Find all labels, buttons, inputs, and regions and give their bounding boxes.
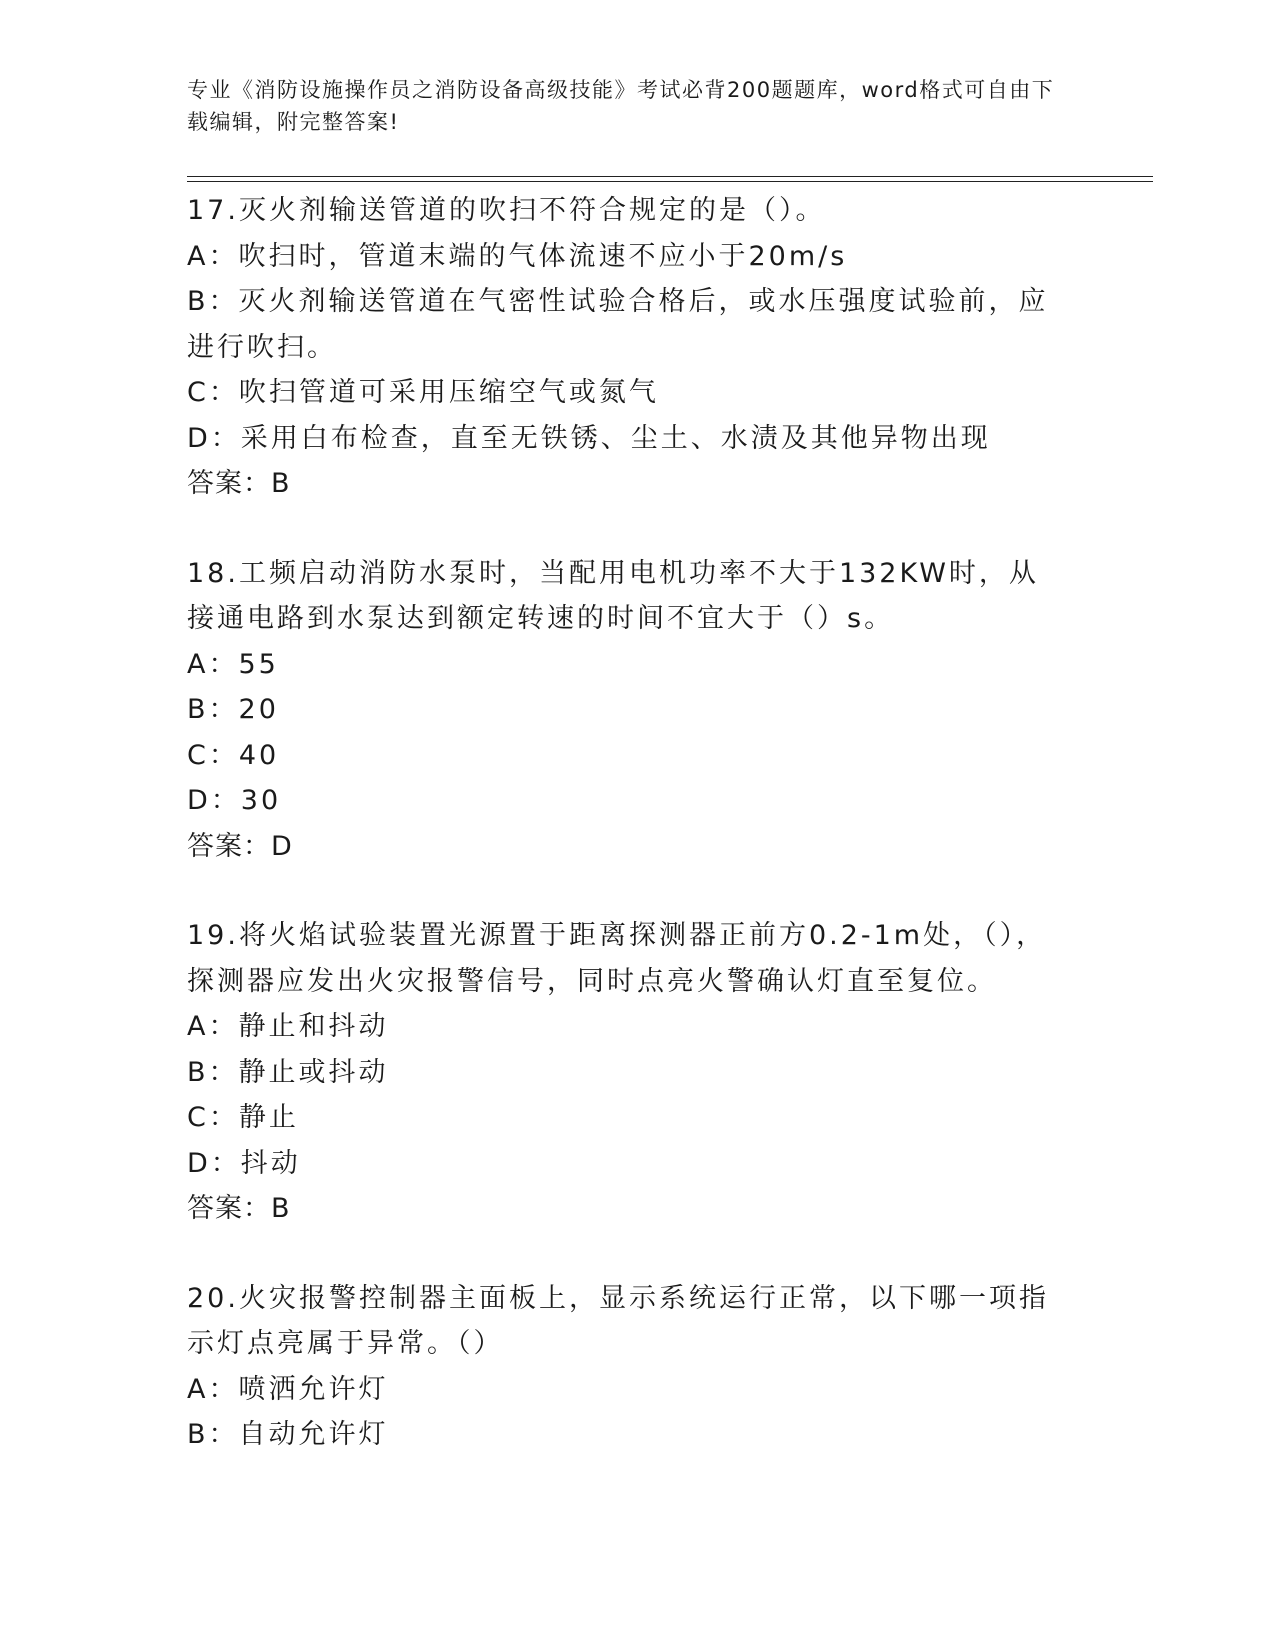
option-d: D：采用白布检查，直至无铁锈、尘土、水渍及其他异物出现 <box>187 422 991 454</box>
question-stem: 17.灭火剂输送管道的吹扫不符合规定的是（）。 <box>187 195 826 226</box>
answer-text: 答案：B <box>187 468 291 499</box>
header-divider-top <box>187 176 1153 177</box>
option-b: B：静止或抖动 <box>187 1056 389 1088</box>
option-b: B：20 <box>187 694 279 725</box>
answer-text: 答案：D <box>187 830 293 862</box>
question-19 <box>187 913 1087 1232</box>
option-a: A：喷洒允许灯 <box>187 1373 389 1405</box>
document-header: 专业《消防设施操作员之消防设备高级技能》考试必背200题题库，word格式可自由下载编辑，附完整答案! <box>187 78 1055 134</box>
question-list <box>187 188 1087 1502</box>
question-stem: 20.火灾报警控制器主面板上，显示系统运行正常，以下哪一项指示灯点亮属于异常。（） <box>187 1282 1049 1359</box>
option-b: B：灭火剂输送管道在气密性试验合格后，或水压强度试验前，应进行吹扫。 <box>187 286 1049 363</box>
header-divider-bottom <box>187 181 1153 182</box>
answer-text: 答案：B <box>187 1193 291 1224</box>
question-20 <box>187 1276 1087 1458</box>
question-18 <box>187 551 1087 870</box>
option-c: C：静止 <box>187 1102 299 1133</box>
option-b: B：自动允许灯 <box>187 1419 389 1450</box>
option-c: C：吹扫管道可采用压缩空气或氮气 <box>187 377 659 408</box>
option-d: D：30 <box>187 785 282 816</box>
option-a: A：吹扫时，管道末端的气体流速不应小于20m/s <box>187 240 848 272</box>
question-stem: 19.将火焰试验装置光源置于距离探测器正前方0.2-1m处，（），探测器应发出火灾报警信号，同时点亮火警确认灯直至复位。 <box>187 920 1047 997</box>
option-c: C：40 <box>187 739 280 771</box>
option-a: A：静止和抖动 <box>187 1011 389 1042</box>
option-d: D：抖动 <box>187 1147 301 1179</box>
option-a: A：55 <box>187 648 279 680</box>
question-17 <box>187 188 1087 507</box>
question-stem: 18.工频启动消防水泵时，当配用电机功率不大于132KW时，从接通电路到水泵达到额定转速的时间不宜大于（）s。 <box>187 557 1039 634</box>
